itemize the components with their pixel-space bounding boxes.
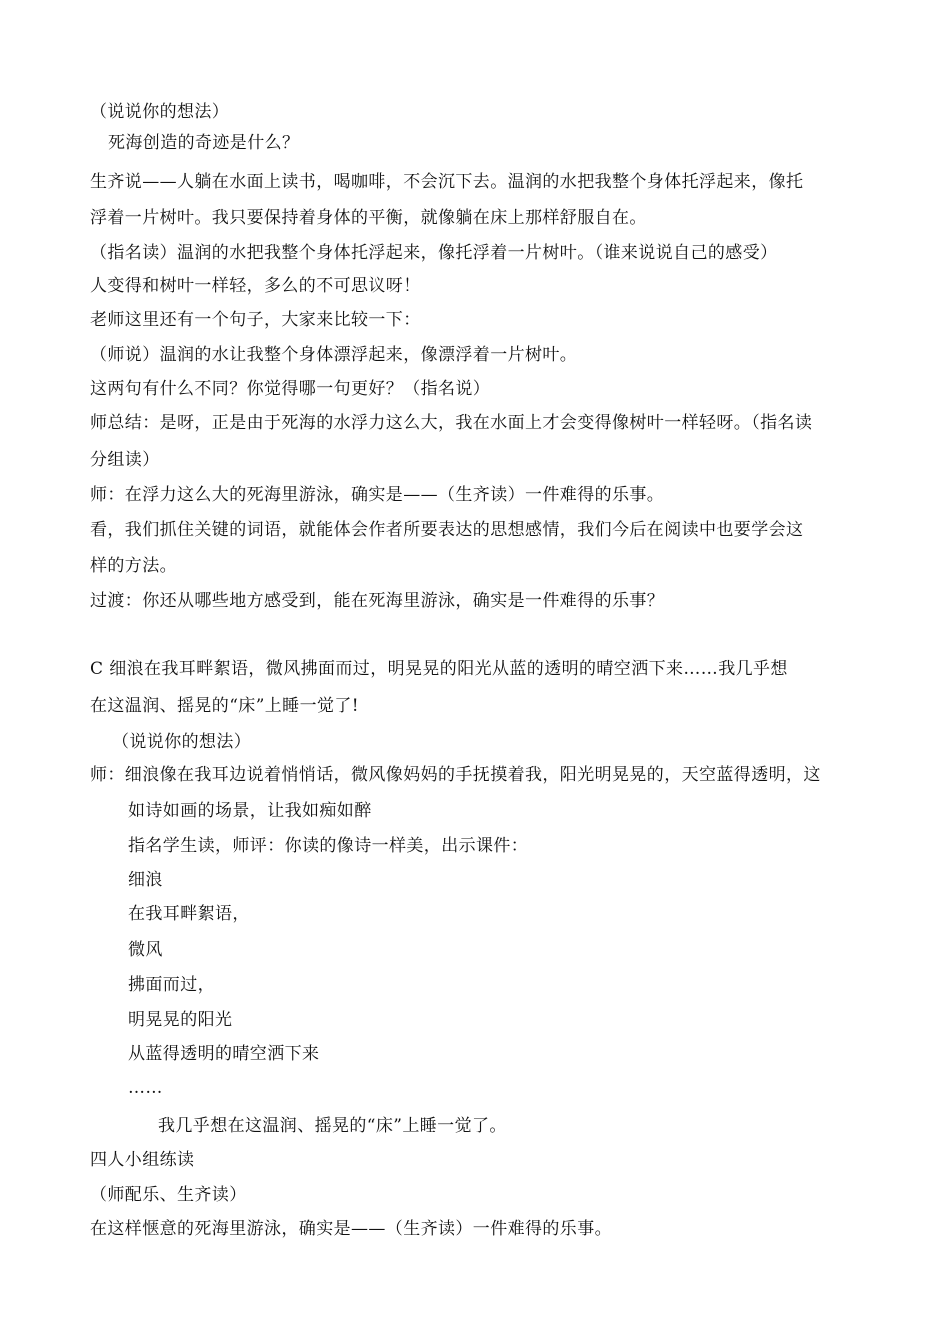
text-line: 生齐说——人躺在水面上读书，喝咖啡，不会沉下去。温润的水把我整个身体托浮起来，像托 bbox=[90, 172, 804, 192]
text-line: 拂面而过， bbox=[128, 975, 215, 995]
text-line: 看，我们抓住关键的词语，就能体会作者所要表达的思想感情，我们今后在阅读中也要学会这 bbox=[90, 520, 804, 540]
text-line: 四人小组练读 bbox=[90, 1150, 195, 1170]
text-line: …… bbox=[128, 1078, 163, 1098]
text-line: C 细浪在我耳畔絮语，微风拂面而过，明晃晃的阳光从蓝的透明的晴空洒下来……我几乎想 bbox=[90, 659, 788, 679]
text-line: （师配乐、生齐读） bbox=[90, 1185, 247, 1205]
text-line: 我几乎想在这温润、摇晃的“床”上睡一觉了。 bbox=[158, 1116, 507, 1136]
text-line: 过渡：你还从哪些地方感受到，能在死海里游泳，确实是一件难得的乐事？ bbox=[90, 591, 665, 611]
text-line: 在我耳畔絮语， bbox=[128, 904, 250, 924]
text-line: 老师这里还有一个句子，大家来比较一下： bbox=[90, 310, 421, 330]
text-line: 从蓝得透明的晴空洒下来 bbox=[128, 1044, 320, 1064]
text-line: 死海创造的奇迹是什么？ bbox=[108, 133, 300, 153]
text-line: 如诗如画的场景，让我如痴如醉 bbox=[128, 801, 372, 821]
text-line: （指名读）温润的水把我整个身体托浮起来，像托浮着一片树叶。（谁来说说自己的感受） bbox=[90, 243, 778, 263]
text-line: 这两句有什么不同？你觉得哪一句更好？（指名说） bbox=[90, 379, 491, 399]
text-line: （说说你的想法） bbox=[90, 102, 230, 122]
text-line: 师：在浮力这么大的死海里游泳，确实是——（生齐读）一件难得的乐事。 bbox=[90, 485, 665, 505]
text-line: 人变得和树叶一样轻，多么的不可思议呀！ bbox=[90, 276, 421, 296]
text-line: 指名学生读，师评：你读的像诗一样美，出示课件： bbox=[128, 836, 529, 856]
text-line: 师总结：是呀，正是由于死海的水浮力这么大，我在水面上才会变得像树叶一样轻呀。（指名读 bbox=[90, 413, 813, 433]
text-line: 分组读） bbox=[90, 450, 160, 470]
text-line: 微风 bbox=[128, 940, 163, 960]
text-line: 明晃晃的阳光 bbox=[128, 1010, 233, 1030]
text-line: （师说）温润的水让我整个身体漂浮起来，像漂浮着一片树叶。 bbox=[90, 345, 578, 365]
text-line: 在这样惬意的死海里游泳，确实是——（生齐读）一件难得的乐事。 bbox=[90, 1219, 612, 1239]
text-line: 师：细浪像在我耳边说着悄悄话，微风像妈妈的手抚摸着我，阳光明晃晃的，天空蓝得透明，这 bbox=[90, 765, 821, 785]
text-line: 浮着一片树叶。我只要保持着身体的平衡，就像躺在床上那样舒服自在。 bbox=[90, 208, 647, 228]
text-line: 在这温润、摇晃的“床”上睡一觉了! bbox=[90, 696, 360, 716]
text-line: 样的方法。 bbox=[90, 556, 177, 576]
text-line: （说说你的想法） bbox=[112, 732, 252, 752]
text-line: 细浪 bbox=[128, 870, 163, 890]
